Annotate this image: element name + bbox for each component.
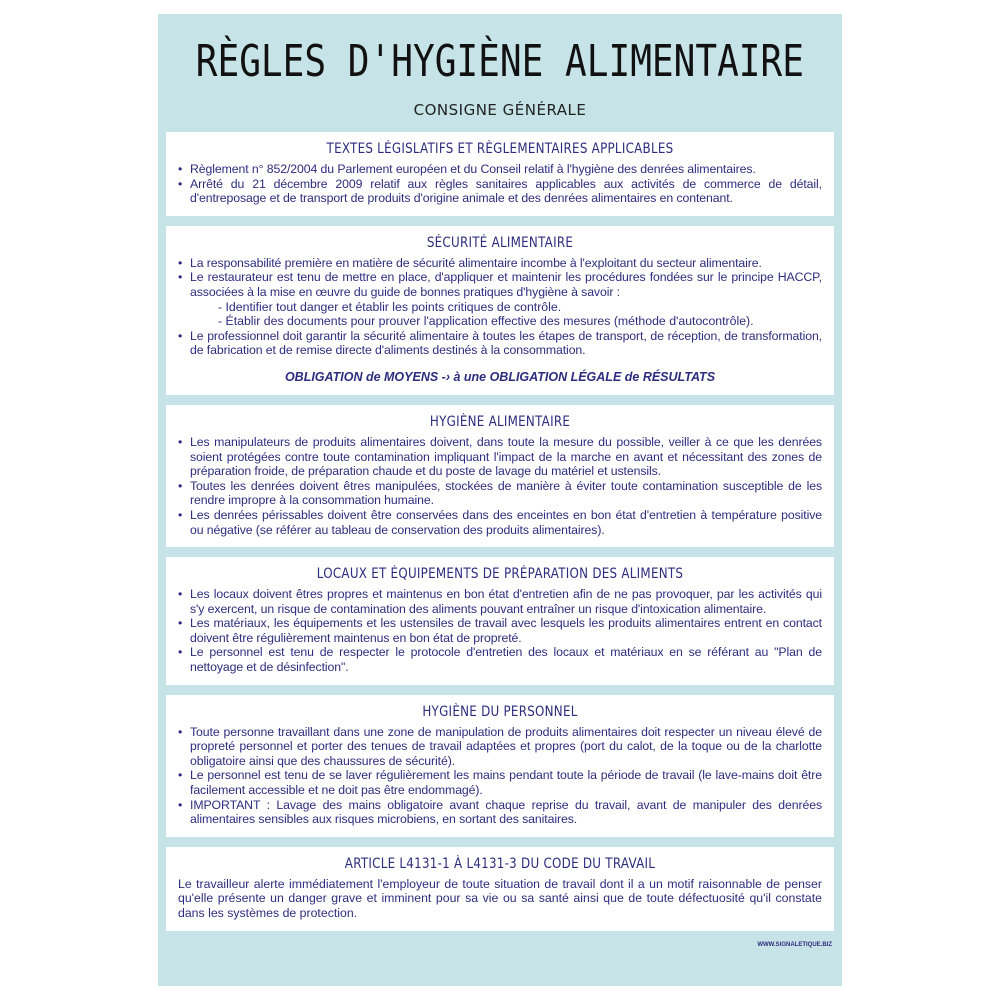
section-premises (166, 557, 834, 685)
list-item: • Les locaux doivent êtres propres et maintenus en bon état d'entretien afin de ne pas provoquer, par les activités qui s'y exercent, un risque de contamination des aliments pouvant entraîner un risque d'intoxication alimentaire. (178, 587, 822, 616)
emphasis-statement: OBLIGATION de MOYENS -› à une OBLIGATION LÉGALE de RÉSULTATS (284, 369, 716, 384)
poster (158, 14, 842, 986)
section-staff-hygiene (166, 695, 834, 837)
section-title: ARTICLE L4131-1 À L4131-3 DU CODE DU TRAVAIL (344, 855, 656, 872)
website-footer: WWW.SIGNALETIQUE.BIZ (757, 941, 832, 948)
list-item: • Les matériaux, les équipements et les ustensiles de travail avec lesquels les produits alimentaires entrent en contact doivent être régulièrement maintenus en bon état de propreté. (178, 616, 822, 645)
list-item: • La responsabilité première en matière de sécurité alimentaire incombe à l'exploitant du secteur alimentaire. (178, 256, 822, 271)
section-title: TEXTES LÉGISLATIFS ET RÈGLEMENTAIRES APPLICABLES (326, 141, 674, 157)
title-area (166, 14, 834, 100)
list-item: • Le personnel est tenu de respecter le protocole d'entretien des locaux et matériaux en se référant au "Plan de nettoyage et de désinfection". (178, 645, 822, 674)
list-item: • Les denrées périssables doivent être conservées dans des enceintes en bon état d'entretien à température positive ou négative (se référer au tableau de conservation des produits alimentaires). (178, 508, 822, 537)
section-text: Le travailleur alerte immédiatement l'employeur de toute situation de travail dont il a un motif raisonnable de penser qu'elle présente un danger grave et imminent pour sa vie ou sa santé ainsi que de toute défectuosité qu'il constate dans les systèmes de protection. (178, 876, 822, 920)
sub-item: - Identifier tout danger et établir les points critiques de contrôle. (218, 299, 562, 314)
section-legislation (166, 132, 834, 216)
list-item: • Règlement n° 852/2004 du Parlement européen et du Conseil relatif à l'hygiène des denrées alimentaires. (178, 162, 822, 177)
section-title: HYGIÈNE ALIMENTAIRE (429, 413, 571, 430)
section-food-hygiene (166, 405, 834, 547)
list-item: • Le professionnel doit garantir la sécurité alimentaire à toutes les étapes de transport, de réception, de transformation, de fabrication et de remise directe d'aliments destinés à la consommation. (178, 329, 822, 358)
section-title: LOCAUX ET ÉQUIPEMENTS DE PRÉPARATION DES ALIMENTS (316, 566, 684, 583)
list-item: • Le personnel est tenu de se laver régulièrement les mains pendant toute la période de travail (le lave-mains doit être facilement accessible et ne doit pas être endommagé). (178, 768, 822, 797)
section-title: HYGIÈNE DU PERSONNEL (422, 703, 578, 720)
sub-item: - Établir des documents pour prouver l'application effective des mesures (méthode d'autocontrôle). (218, 314, 754, 329)
section-food-safety (166, 226, 834, 395)
poster-subtitle: CONSIGNE GÉNÉRALE (413, 101, 587, 119)
list-item: • Toute personne travaillant dans une zone de manipulation de produits alimentaires doit respecter un niveau élevé de propreté personnel et porter des tenues de travail adaptées et propres (port du calot, de la toque ou de la charlotte obligatoire ainsi que des chaussures de sécurité). (178, 725, 822, 769)
poster-title: RÈGLES D'HYGIÈNE ALIMENTAIRE (195, 36, 805, 87)
section-title: SÉCURITÉ ALIMENTAIRE (426, 234, 574, 251)
list-item: • Les manipulateurs de produits alimentaires doivent, dans toute la mesure du possible, veiller à ce que les denrées soient protégées contre toute contamination impliquant l'impact de la marche en avant et nécessitant des zones de préparation froide, de préparation chaude et du poste de lavage du matériel et ustensils. (178, 435, 822, 479)
list-item: • IMPORTANT : Lavage des mains obligatoire avant chaque reprise du travail, avant de manipuler des denrées alimentaires sensibles aux risques microbiens, en sortant des sanitaires. (178, 798, 822, 827)
list-item: • Le restaurateur est tenu de mettre en place, d'appliquer et maintenir les procédures fondées sur le principe HACCP, associées à la mise en œuvre du guide de bonnes pratiques d'hygiène à savoir : (178, 270, 822, 299)
list-item: • Toutes les denrées doivent êtres manipulées, stockées de manière à éviter toute contamination susceptible de les rendre impropre à la consommation humaine. (178, 479, 822, 508)
section-labour-code (166, 847, 834, 931)
list-item: • Arrêté du 21 décembre 2009 relatif aux règles sanitaires applicables aux activités de commerce de détail, d'entreposage et de transport de produits d'origine animale et des denrées alimentaires en contenant. (178, 177, 822, 206)
